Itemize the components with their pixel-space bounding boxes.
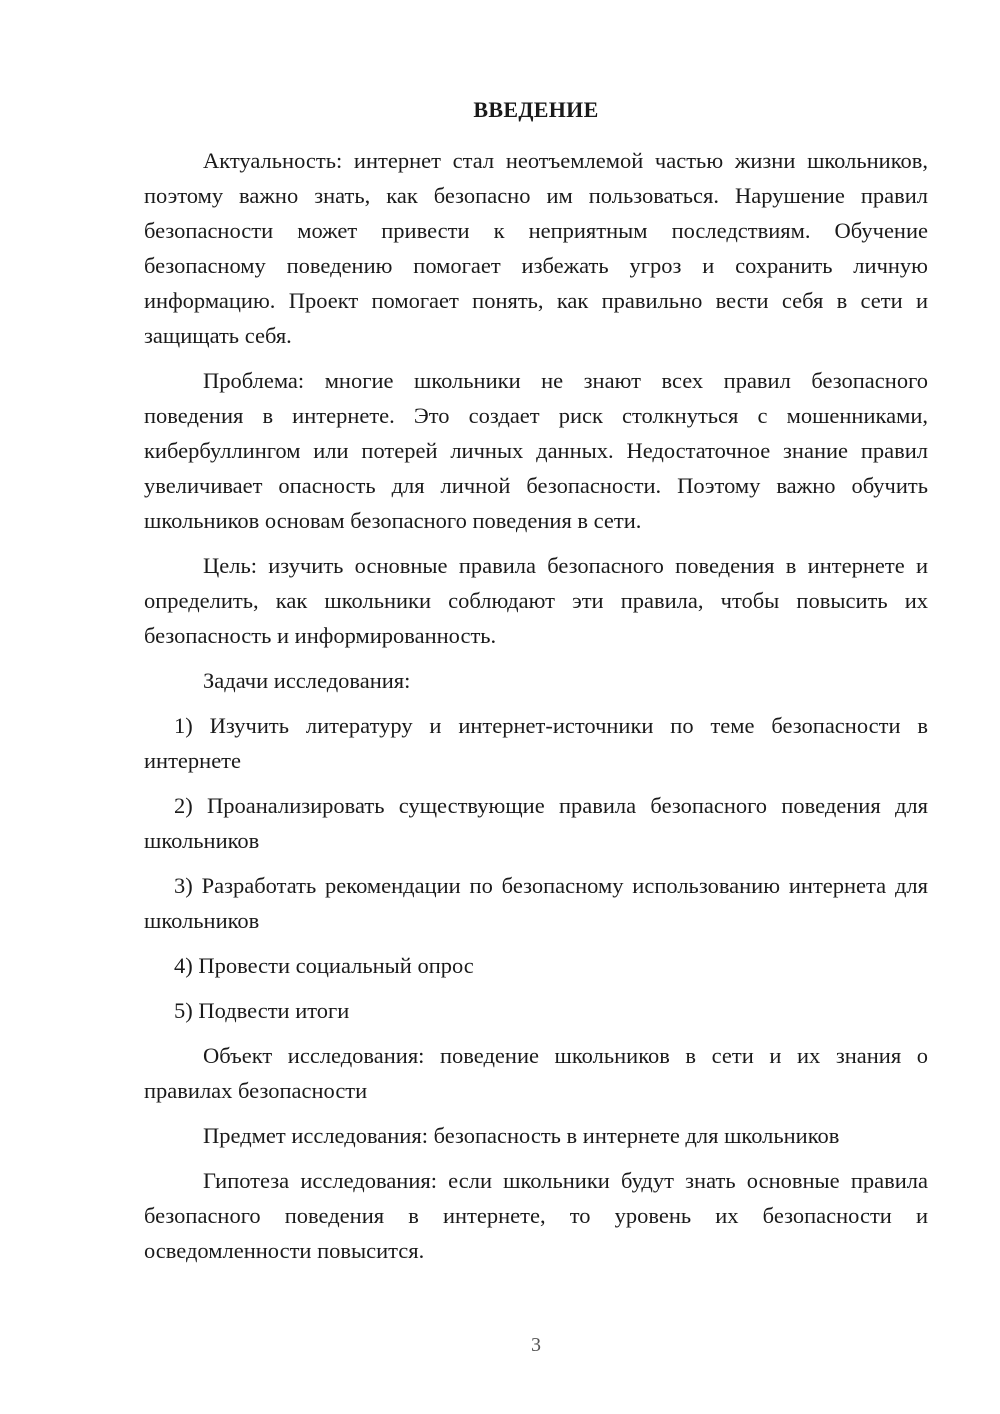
paragraph-problem: Проблема: многие школьники не знают всех правил безопасного поведения в интернете. Это создает риск столкнуться с мошенниками, кибербуллингом или потерей личных данных. Недостаточное знание правил увеличивает опасность для личной безопасности. Поэтому важно обучить школьников основам безопасного поведения в сети.: [144, 368, 928, 533]
task-item-2: 2) Проанализировать существующие правила безопасного поведения для школьников: [144, 793, 928, 853]
paragraph-hypothesis: Гипотеза исследования: если школьники будут знать основные правила безопасного поведения в интернете, то уровень их безопасности и осведомленности повысится.: [144, 1168, 928, 1263]
task-item-5: 5) Подвести итоги: [174, 998, 350, 1023]
page-content: [144, 92, 928, 1278]
paragraph-relevance: Актуальность: интернет стал неотъемлемой частью жизни школьников, поэтому важно знать, как безопасно им пользоваться. Нарушение правил безопасности может привести к неприятным последствиям. Обучение безопасному поведению помогает избежать угроз и сохранить личную информацию. Проект помогает понять, как правильно вести себя в сети и защищать себя.: [144, 148, 928, 348]
paragraph-object: Объект исследования: поведение школьников в сети и их знания о правилах безопасности: [144, 1043, 928, 1103]
task-item-4: 4) Провести социальный опрос: [174, 953, 474, 978]
paragraph-goal: Цель: изучить основные правила безопасного поведения в интернете и определить, как школьники соблюдают эти правила, чтобы повысить их безопасность и информированность.: [144, 553, 928, 648]
paragraph-subject: Предмет исследования: безопасность в интернете для школьников: [203, 1123, 840, 1148]
task-item-3: 3) Разработать рекомендации по безопасному использованию интернета для школьников: [144, 873, 928, 933]
task-item-1: 1) Изучить литературу и интернет-источники по теме безопасности в интернете: [144, 713, 928, 773]
tasks-title: Задачи исследования:: [203, 668, 411, 693]
section-heading: ВВЕДЕНИЕ: [473, 97, 599, 122]
page-number: 3: [531, 1334, 541, 1356]
